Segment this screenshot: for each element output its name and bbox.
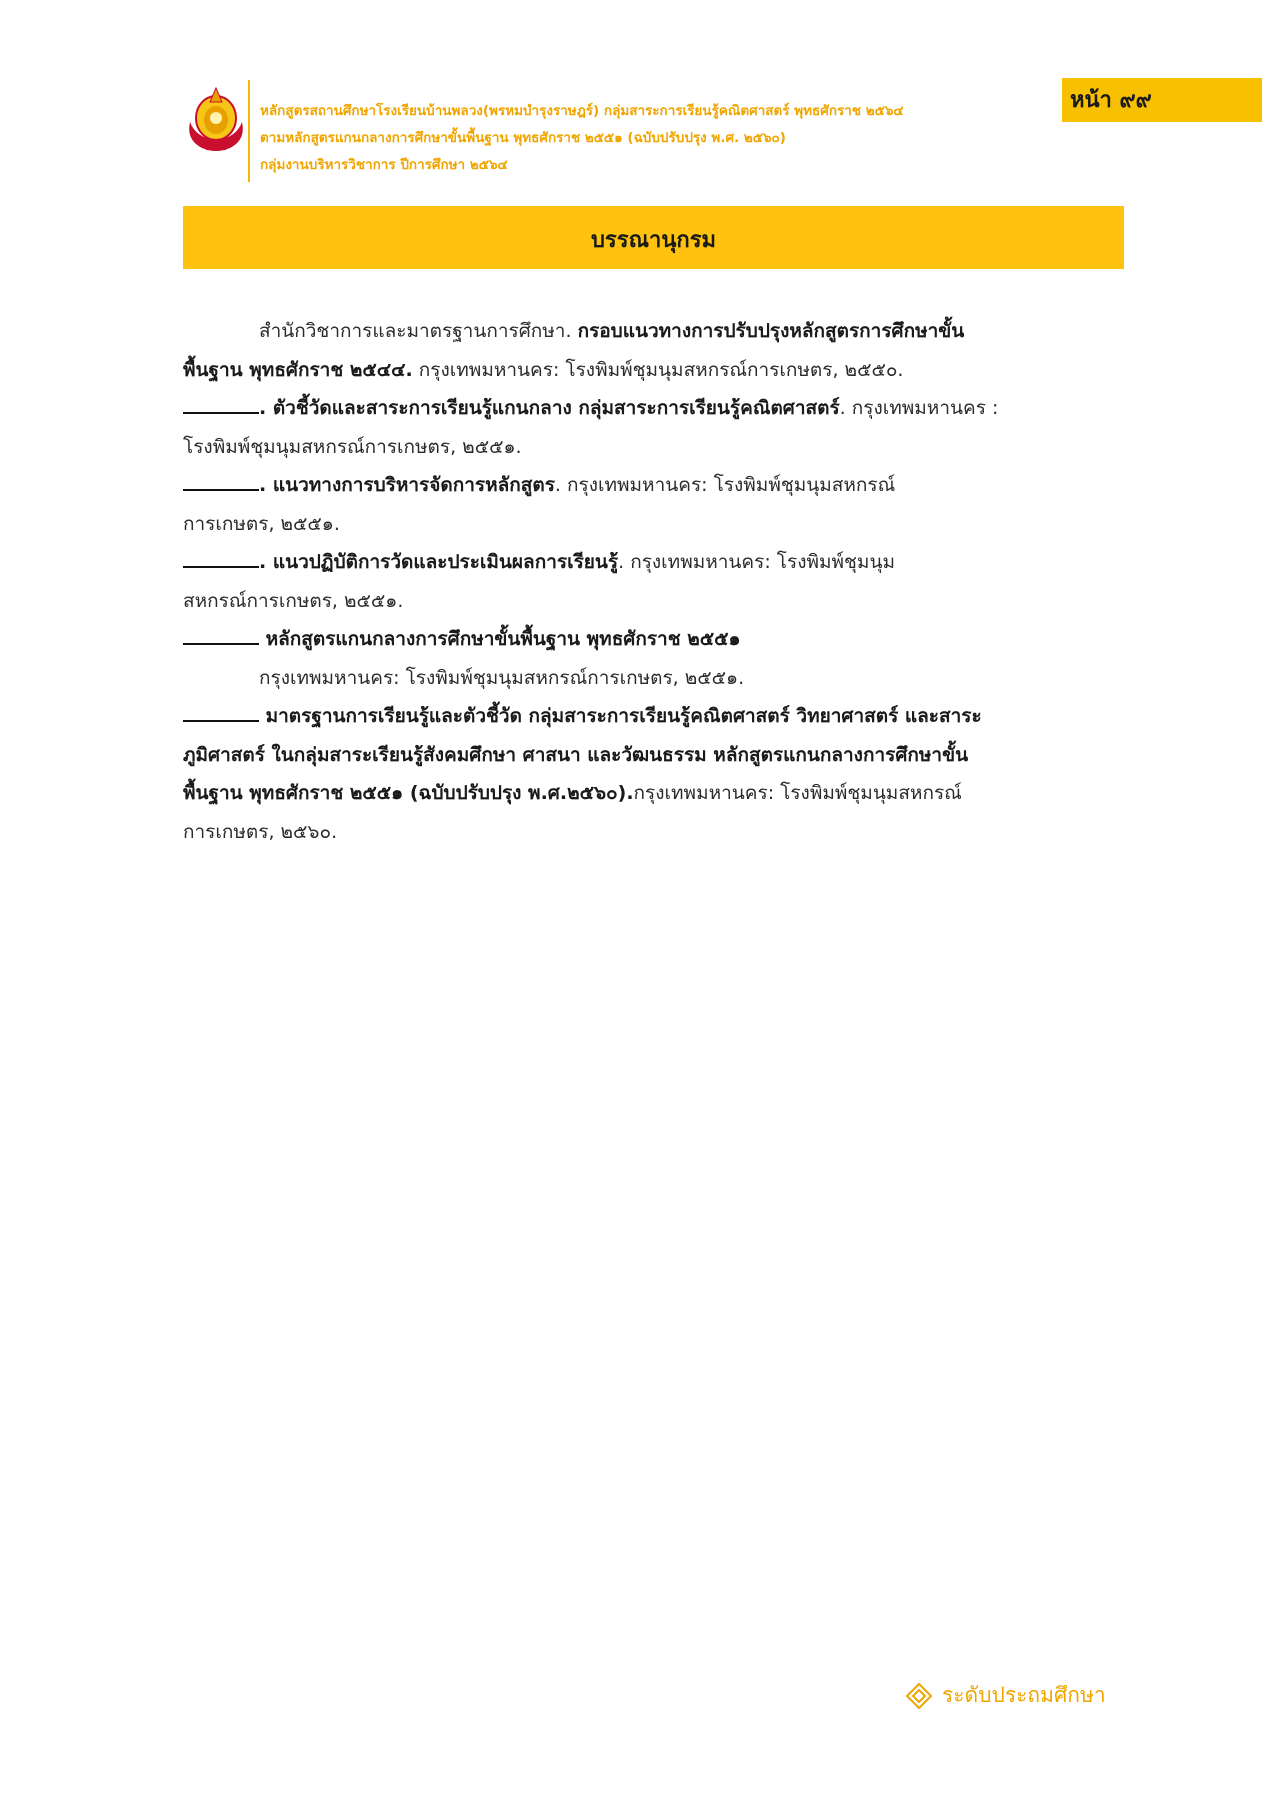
bibliography-entry: . แนวทางการบริหารจัดการหลักสูตร. กรุงเทพมหานคร: โรงพิมพ์ชุมนุมสหกรณ์ การเกษตร, ๒๕๕๑. [183, 466, 1113, 543]
author-repeat-line [183, 720, 259, 722]
bibliography-entry: . แนวปฏิบัติการวัดและประเมินผลการเรียนรู้. กรุงเทพมหานคร: โรงพิมพ์ชุมนุม สหกรณ์การเกษตร, ๒๕๕๑. [183, 543, 1113, 620]
entry-publisher-cont: การเกษตร, ๒๕๖๐. [183, 820, 338, 843]
entry-title: มาตรฐานการเรียนรู้และตัวชี้วัด กลุ่มสาระการเรียนรู้คณิตศาสตร์ วิทยาศาสตร์ และสาระ [259, 705, 982, 727]
section-title-bar [183, 206, 1124, 269]
header-line-1: หลักสูตรสถานศึกษาโรงเรียนบ้านพลวง(พรหมบำรุงราษฎร์) กลุ่มสาระการเรียนรู้คณิตศาสตร์ พุทธศักราช ๒๕๖๔ [260, 103, 904, 119]
section-title: บรรณานุกรม [590, 228, 717, 253]
header-line-3: กลุ่มงานบริหารวิชาการ ปีการศึกษา ๒๕๖๔ [260, 157, 508, 173]
bibliography-entry [183, 312, 1113, 389]
footer-label: ระดับประถมศึกษา [942, 1683, 1106, 1707]
entry-title: หลักสูตรแกนกลางการศึกษาขั้นพื้นฐาน พุทธศักราช ๒๕๕๑ [259, 628, 741, 650]
entry-publisher-cont: โรงพิมพ์ชุมนุมสหกรณ์การเกษตร, ๒๕๕๑. [183, 435, 522, 458]
diamond-icon [906, 1683, 932, 1709]
author-repeat-line [183, 643, 259, 645]
entry-author: สำนักวิชาการและมาตรฐานการศึกษา. [259, 320, 578, 342]
author-repeat-line [183, 489, 259, 491]
entry-publisher: . กรุงเทพมหานคร: โรงพิมพ์ชุมนุมสหกรณ์ [554, 474, 896, 496]
entry-publisher: กรุงเทพมหานคร: โรงพิมพ์ชุมนุมสหกรณ์การเกษตร, ๒๕๕๐. [412, 358, 904, 381]
header-line-2: ตามหลักสูตรแกนกลางการศึกษาขั้นพื้นฐาน พุทธศักราช ๒๕๕๑ (ฉบับปรับปรุง พ.ศ. ๒๕๖๐) [260, 130, 786, 146]
page-number: หน้า ๙๙ [1070, 88, 1152, 113]
entry-title-cont: พื้นฐาน พุทธศักราช ๒๕๔๔. [183, 358, 413, 381]
school-emblem-icon [184, 82, 248, 154]
entry-title: ตัวชี้วัดและสาระการเรียนรู้แกนกลาง กลุ่มสาระการเรียนรู้คณิตศาสตร์ [272, 397, 840, 419]
bibliography-entry [183, 620, 1113, 697]
document-header [260, 98, 1040, 179]
header-divider [248, 80, 250, 182]
bibliography-entry [183, 697, 1113, 851]
entry-title: แนวทางการบริหารจัดการหลักสูตร [272, 474, 555, 496]
bibliography-list [183, 312, 1113, 851]
entry-publisher: . กรุงเทพมหานคร : [839, 397, 999, 419]
entry-title: กรอบแนวทางการปรับปรุงหลักสูตรการศึกษาขั้น [577, 320, 965, 342]
bibliography-entry: . ตัวชี้วัดและสาระการเรียนรู้แกนกลาง กลุ่มสาระการเรียนรู้คณิตศาสตร์. กรุงเทพมหานคร : โรงพิมพ์ชุมนุมสหกรณ์การเกษตร, ๒๕๕๑. [183, 389, 1113, 466]
entry-title-cont: พื้นฐาน พุทธศักราช ๒๕๕๑ (ฉบับปรับปรุง พ.ศ.๒๕๖๐). [183, 782, 634, 804]
entry-publisher-cont: สหกรณ์การเกษตร, ๒๕๕๑. [183, 589, 404, 612]
footer-level [906, 1679, 1106, 1712]
page-number-box [1062, 78, 1262, 122]
entry-title-cont: ภูมิศาสตร์ ในกลุ่มสาระเรียนรู้สังคมศึกษา ศาสนา และวัฒนธรรม หลักสูตรแกนกลางการศึกษาขั้น [183, 743, 969, 766]
entry-publisher: กรุงเทพมหานคร: โรงพิมพ์ชุมนุมสหกรณ์ [633, 782, 962, 804]
author-repeat-line [183, 566, 259, 568]
entry-publisher: . กรุงเทพมหานคร: โรงพิมพ์ชุมนุม [618, 551, 895, 573]
author-repeat-line [183, 412, 259, 414]
entry-title: แนวปฏิบัติการวัดและประเมินผลการเรียนรู้ [272, 551, 619, 573]
entry-publisher-cont: การเกษตร, ๒๕๕๑. [183, 512, 340, 535]
entry-publisher: กรุงเทพมหานคร: โรงพิมพ์ชุมนุมสหกรณ์การเกษตร, ๒๕๕๑. [259, 666, 745, 689]
